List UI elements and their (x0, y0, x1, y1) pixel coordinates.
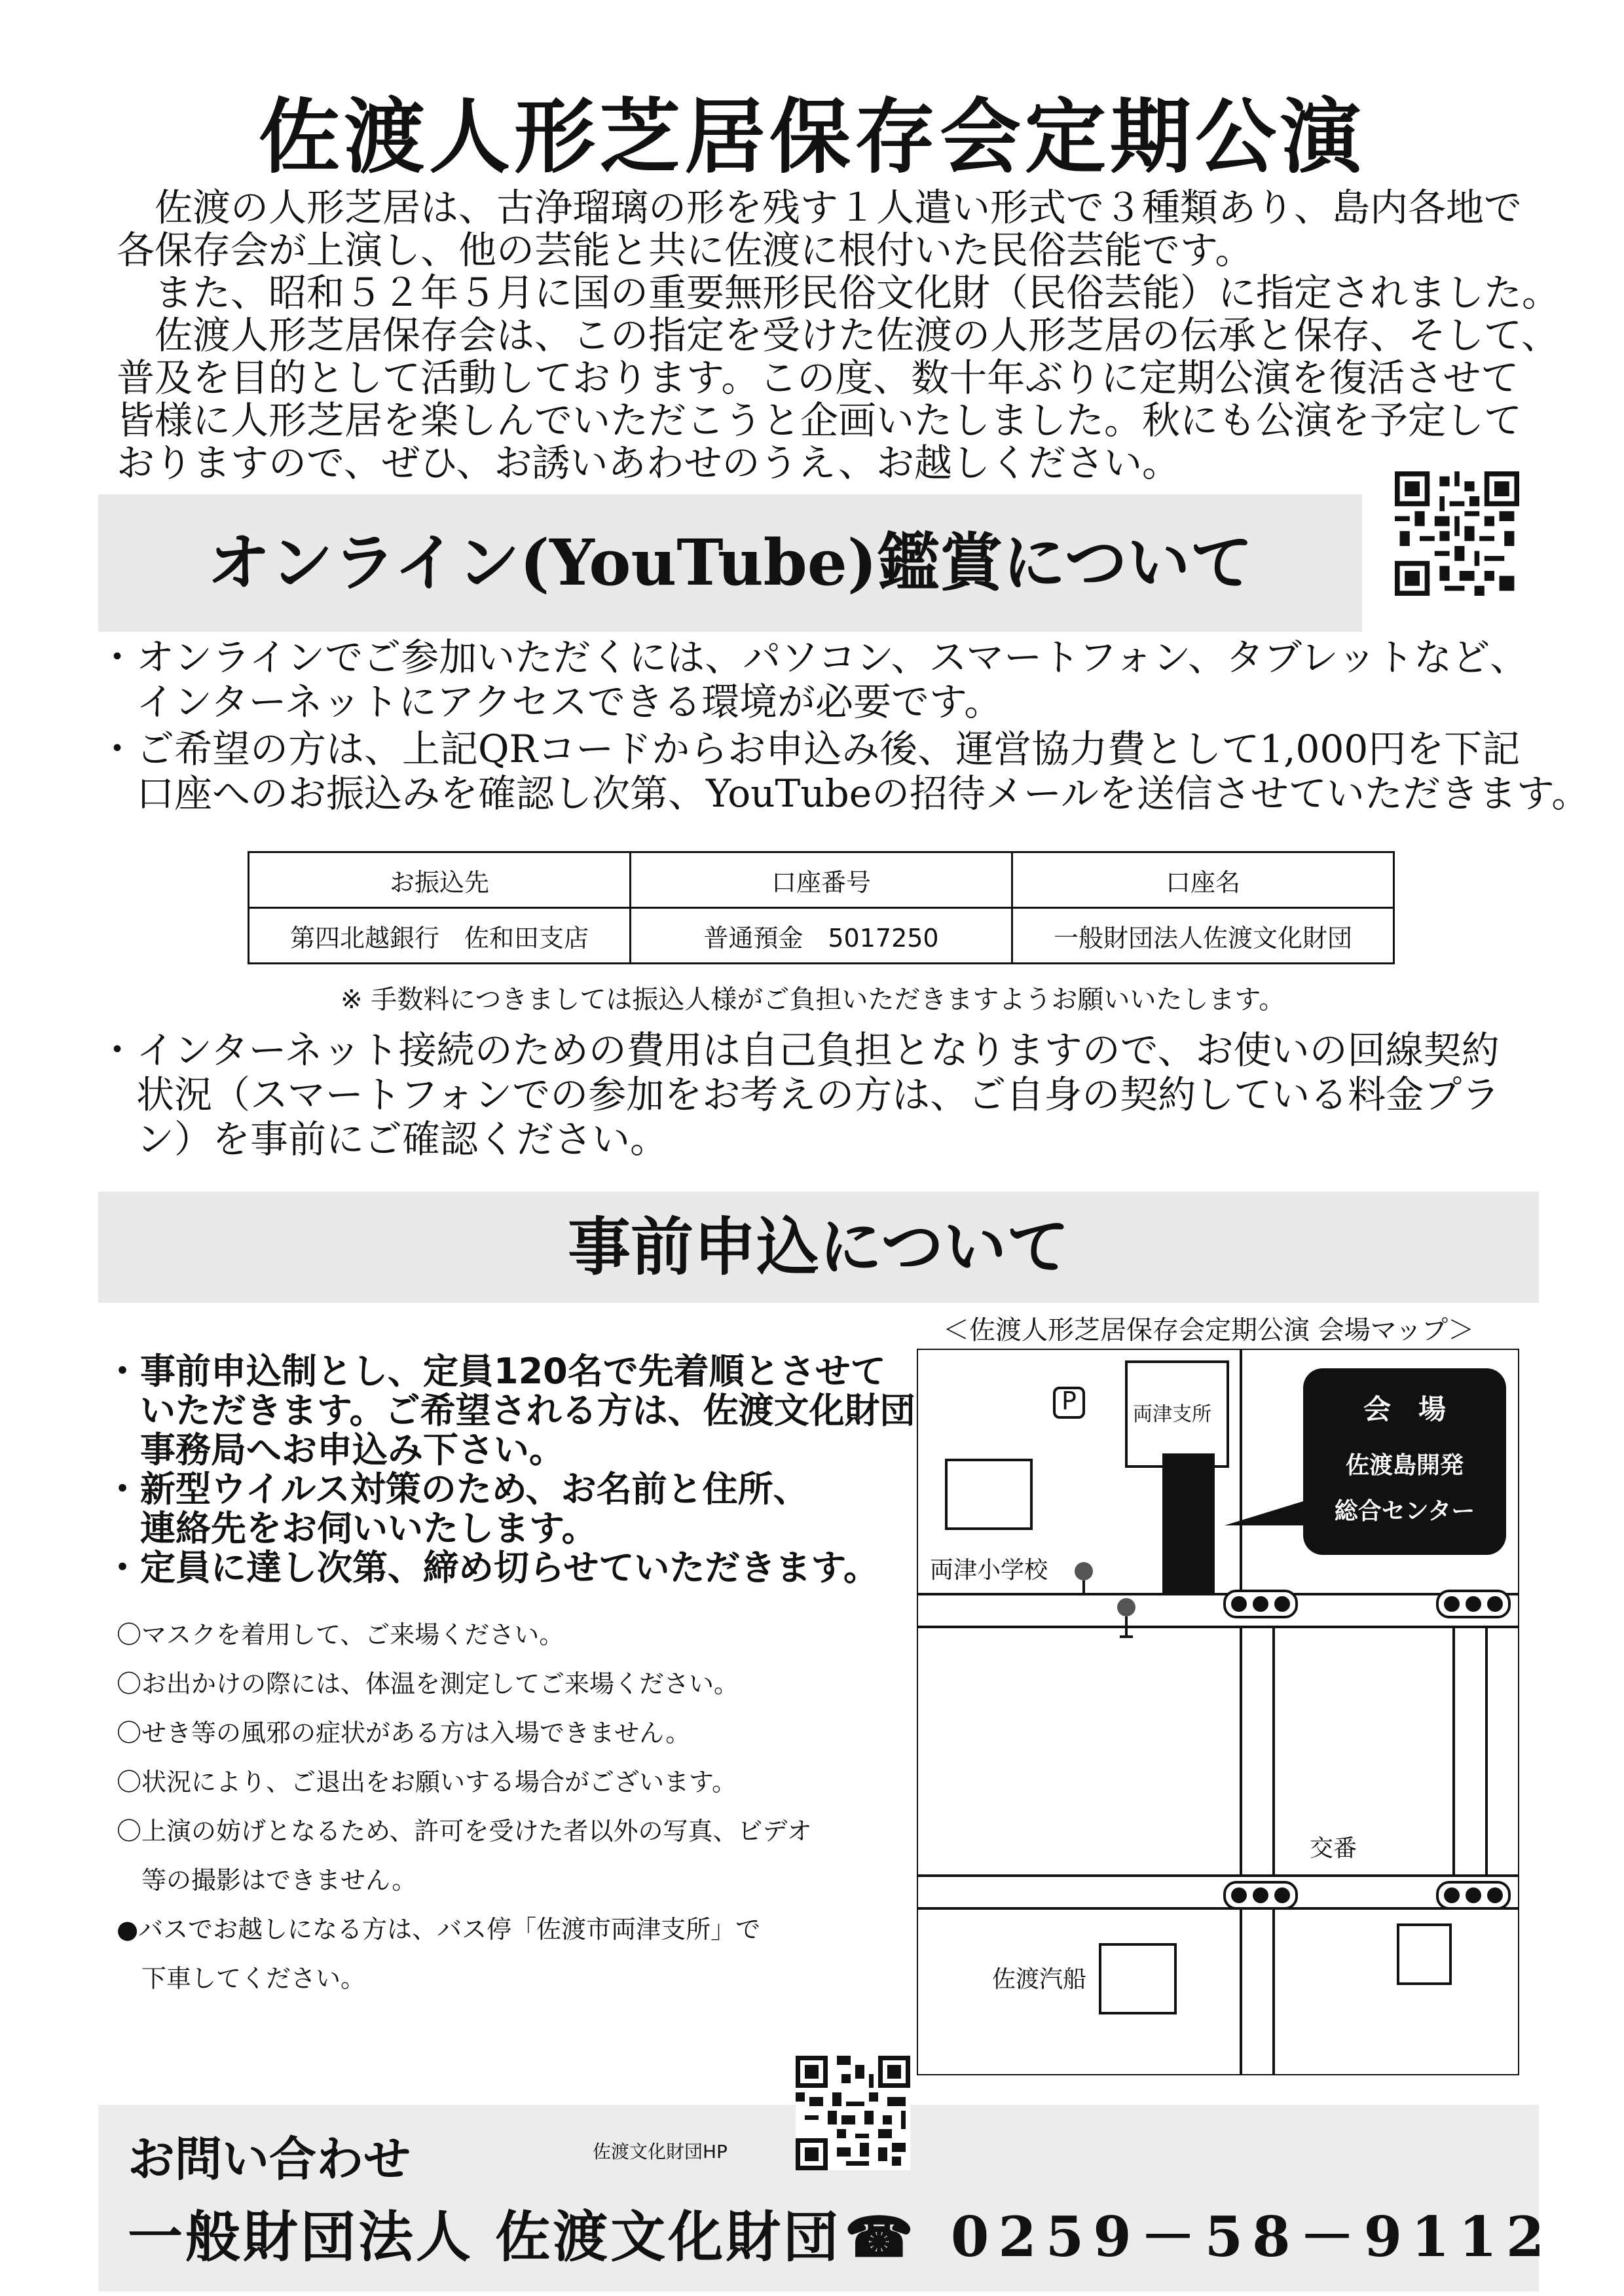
online-bullet (98, 635, 1528, 724)
note-line: 下車してください。 (117, 1964, 366, 1993)
table-header-row (249, 852, 1394, 908)
intro-line: 各保存会が上演し、他の芸能と共に佐渡に根付いた民俗芸能です。 (117, 228, 1253, 272)
intro-line: 普及を目的として活動しております。この度、数十年ぶりに定期公演を復活させて (117, 355, 1519, 400)
tel-number[interactable] (845, 2193, 1553, 2272)
qr-code-icon[interactable] (1395, 471, 1519, 596)
venue-name-line: 総合センター (1334, 1498, 1475, 1525)
bullet-line: 連絡先をお伺いいたします。 (105, 1508, 597, 1549)
note-line: 等の撮影はできません。 (117, 1866, 417, 1895)
prereg-heading-band (98, 1192, 1539, 1303)
map-label-school: 両津小学校 (930, 1557, 1048, 1584)
venue-map (917, 1349, 1519, 2075)
map-label-kisen: 佐渡汽船 (992, 1966, 1087, 1993)
intro-line: おりますので、ぜひ、お誘いあわせのうえ、お越しください。 (117, 441, 1181, 485)
note-line: ●バスでお越しになる方は、バス停「佐渡市両津支所」で (117, 1915, 761, 1944)
map-label-koban: 交番 (1310, 1835, 1357, 1862)
hp-label: 佐渡文化財団HP (593, 2141, 728, 2162)
bullet-line: ・オンラインでご参加いただくには、パソコン、スマートフォン、タブレットなど、 (98, 635, 1528, 680)
phone-icon: ☎ (845, 2204, 923, 2269)
bullet-line: 状況（スマートフォンでの参加をお考えの方は、ご自身の契約している料金プラ (98, 1072, 1500, 1117)
bank-table (248, 851, 1395, 964)
tel-value: 0259－58－9112 (950, 2204, 1554, 2269)
note-line: 〇せき等の風邪の症状がある方は入場できません。 (117, 1719, 691, 1747)
table-header-cell: 口座名 (1012, 852, 1394, 908)
intro-text (117, 185, 1560, 485)
bullet-line: ・新型ウイルス対策のため、お名前と住所、 (105, 1468, 809, 1510)
table-cell: 普通預金 5017250 (631, 908, 1012, 964)
venue-title: 会 場 (1363, 1393, 1446, 1425)
online-heading-band (98, 494, 1362, 632)
note-line: 〇マスクを着用して、ご来場ください。 (117, 1620, 564, 1649)
contact-heading: お問い合わせ (128, 2131, 411, 2187)
prereg-notes (117, 1611, 812, 2003)
bullet-line: 口座へのお振込みを確認し次第、YouTubeの招待メールを送信させていただきます。 (98, 771, 1590, 816)
bullet-line: ・インターネット接続のための費用は自己負担となりますので、お使いの回線契約 (98, 1028, 1500, 1072)
map-label-ryotsu-branch: 両津支所 (1133, 1403, 1211, 1426)
table-header-cell: 口座番号 (631, 852, 1012, 908)
table-row (249, 908, 1394, 964)
intro-line: 佐渡の人形芝居は、古浄瑠璃の形を残す１人遣い形式で３種類あり、島内各地で (117, 185, 1522, 230)
bullet-line: ・ご希望の方は、上記QRコードからお申込み後、運営協力費として1,000円を下記 (98, 727, 1521, 771)
parking-icon: P (1061, 1387, 1077, 1415)
table-header-cell: お振込先 (249, 852, 631, 908)
online-bullet (98, 727, 1589, 816)
intro-line: 皆様に人形芝居を楽しんでいただこうと企画いたしました。秋にも公演を予定して (117, 398, 1522, 443)
intro-line: また、昭和５２年５月に国の重要無形民俗文化財（民俗芸能）に指定されました。 (117, 270, 1560, 315)
note-line: 〇上演の妨げとなるため、許可を受けた者以外の写真、ビデオ (117, 1817, 812, 1846)
online-bullet (98, 1028, 1500, 1161)
bullet-line: いただきます。ご希望される方は、佐渡文化財団 (105, 1390, 915, 1431)
prereg-bullets (105, 1352, 915, 1588)
bullet-line: 事務局へお申込み下さい。 (105, 1429, 564, 1470)
map-title: ＜佐渡人形芝居保存会定期公演 会場マップ＞ (943, 1315, 1475, 1345)
online-heading: オンライン(YouTube)鑑賞について (207, 526, 1253, 600)
bullet-line: ・事前申込制とし、定員120名で先着順とさせて (105, 1351, 886, 1392)
bullet-line: ・定員に達し次第、締め切らせていただきます。 (105, 1547, 879, 1588)
table-cell: 第四北越銀行 佐和田支店 (249, 908, 631, 964)
qr-code-icon[interactable] (796, 2056, 910, 2170)
note-line: 〇お出かけの際には、体温を測定してご来場ください。 (117, 1669, 739, 1698)
bullet-line: インターネットにアクセスできる環境が必要です。 (98, 680, 1003, 724)
table-cell: 一般財団法人佐渡文化財団 (1012, 908, 1394, 964)
fee-note: ※ 手数料につきましては振込人様がご負担いただきますようお願いいたします。 (341, 985, 1285, 1015)
venue-name-line: 佐渡島開発 (1345, 1452, 1464, 1479)
contact-org: 一般財団法人 佐渡文化財団 (128, 2204, 841, 2269)
intro-line: 佐渡人形芝居保存会は、この指定を受けた佐渡の人形芝居の伝承と保存、そして、 (117, 313, 1559, 357)
note-line: 〇状況により、ご退出をお願いする場合がございます。 (117, 1768, 737, 1796)
page-title: 佐渡人形芝居保存会定期公演 (258, 90, 1365, 185)
prereg-heading: 事前申込について (567, 1210, 1070, 1284)
bullet-line: ン）を事前にご確認ください。 (98, 1117, 669, 1161)
